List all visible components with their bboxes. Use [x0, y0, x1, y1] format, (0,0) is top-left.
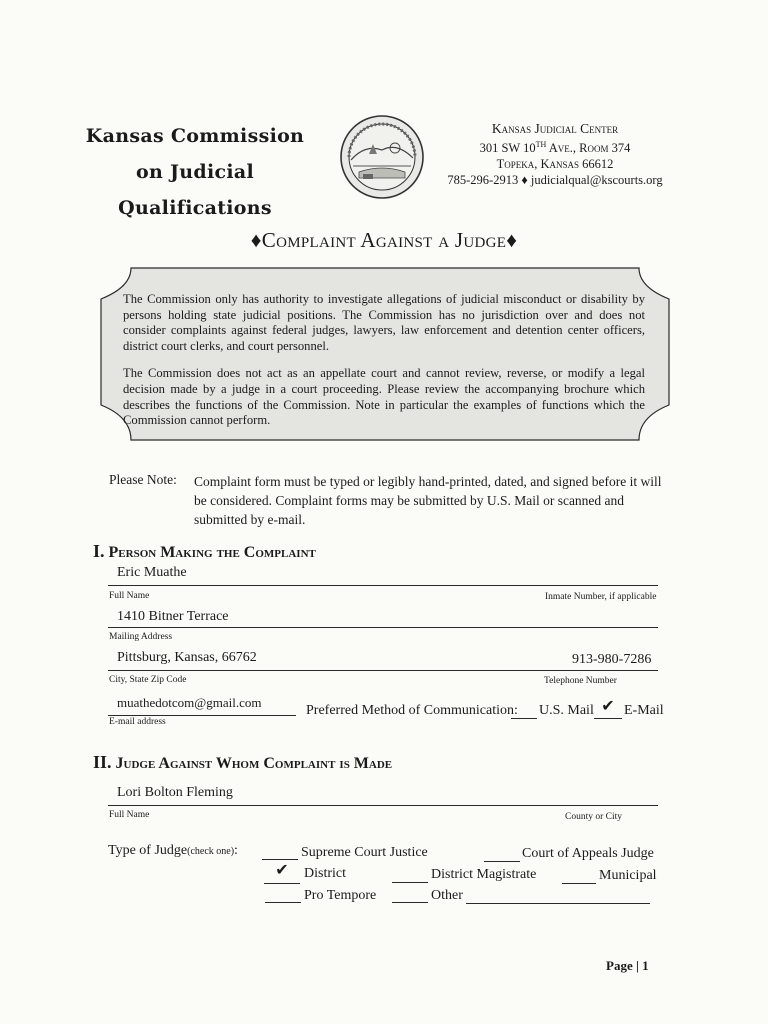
email-checkbox[interactable] [594, 700, 622, 719]
page-number: Page | 1 [606, 958, 649, 973]
court-of-appeals-label: Court of Appeals Judge [522, 846, 654, 861]
type-label-text: Type of Judge [108, 843, 188, 858]
supreme-court-checkbox[interactable] [262, 843, 298, 860]
full-name-rule [108, 585, 658, 586]
complainant-full-name[interactable]: Eric Muathe [117, 565, 187, 580]
district-magistrate-label: District Magistrate [431, 867, 537, 882]
street-post: Ave., Room 374 [546, 141, 631, 156]
center-email[interactable]: judicialqual@kscourts.org [530, 173, 663, 188]
please-note-label: Please Note: [109, 472, 177, 487]
district-label: District [304, 866, 346, 881]
center-phone: 785-296-2913 [447, 173, 519, 188]
pro-tempore-label: Pro Tempore [304, 888, 377, 903]
municipal-label: Municipal [599, 868, 657, 883]
supreme-court-label: Supreme Court Justice [301, 845, 428, 860]
center-street [438, 137, 672, 156]
district-magistrate-checkbox[interactable] [392, 866, 428, 883]
mailing-address-label: Mailing Address [109, 632, 173, 642]
municipal-checkbox[interactable] [562, 867, 596, 884]
please-note-text: Complaint form must be typed or legibly hand-printed, dated, and signed before it will be considered. Complaint forms may be submitted by U.S. Mail or scanned and submitted by e-mail. [194, 474, 662, 527]
other-label: Other [431, 888, 463, 903]
document-title: ♦Complaint Against a Judge♦ [250, 228, 518, 252]
court-of-appeals-checkbox[interactable] [484, 845, 520, 862]
notice-paragraph-1: The Commission only has authority to investigate allegations of judicial misconduct or disability by persons holding state judicial positions. The Commission has no jurisdiction over and does not consider complaints against federal judges, lawyers, law enforcement and detention center officers, district court clerks, and court personnel. [123, 292, 645, 353]
center-name: Kansas Judicial Center [491, 121, 619, 136]
section-2-heading [93, 752, 392, 773]
district-check-mark-icon: ✔ [275, 862, 289, 879]
type-colon: : [234, 843, 238, 858]
district-checkbox[interactable] [264, 864, 300, 884]
judicial-center-contact [438, 121, 672, 188]
complainant-city-state-zip[interactable]: Pittsburg, Kansas, 66762 [117, 650, 257, 665]
preferred-method-label: Preferred Method of Communication: [306, 703, 518, 718]
judge-name-rule [108, 805, 658, 806]
judge-full-name[interactable]: Lori Bolton Fleming [117, 785, 233, 800]
notice-text [123, 292, 645, 441]
section-1-number: I. [93, 541, 105, 561]
city-phone-rule [108, 670, 658, 671]
type-of-judge-label [108, 843, 238, 859]
other-specify-field[interactable] [466, 887, 650, 904]
pro-tempore-checkbox[interactable] [265, 886, 301, 903]
street-pre: 301 SW 10 [479, 141, 536, 156]
commission-name-line2: on Judicial Qualifications [118, 161, 272, 219]
notice-paragraph-2: The Commission does not act as an appellate court and cannot review, reverse, or modify a legal decision made by a judge in a court proceeding. Please review the accompanying brochure which describes the functions of the Commission. Note in particular the examples of functions which the Commission cannot perform. [123, 366, 645, 428]
mailing-rule [108, 627, 658, 628]
center-phone-email [438, 172, 672, 188]
section-1-title: Person Making the Complaint [108, 544, 316, 561]
usmail-checkbox[interactable] [511, 702, 537, 719]
diamond-separator: ♦ [521, 173, 528, 188]
judge-name-label: Full Name [109, 810, 150, 820]
complainant-email[interactable]: muathedotcom@gmail.com [117, 695, 262, 710]
other-checkbox[interactable] [392, 886, 428, 903]
complainant-mailing-address[interactable]: 1410 Bitner Terrace [117, 609, 229, 624]
section-1-heading [93, 541, 316, 562]
commission-name-line1: Kansas Commission [85, 125, 305, 147]
section-2-number: II. [93, 752, 112, 772]
email-check-mark-icon: ✔ [601, 698, 615, 715]
full-name-label: Full Name [109, 591, 150, 601]
section-2-title: Judge Against Whom Complaint is Made [115, 755, 393, 772]
email-rule [108, 715, 296, 716]
street-sup: TH [535, 140, 547, 149]
county-city-label: County or City [565, 812, 623, 822]
city-state-zip-label: City, State Zip Code [109, 675, 187, 685]
kansas-state-seal-icon [339, 114, 425, 200]
email-label: E-mail address [109, 717, 166, 727]
email-option-label: E-Mail [624, 703, 664, 718]
center-city: Topeka, Kansas 66612 [496, 157, 614, 172]
commission-name [60, 118, 330, 226]
inmate-number-label: Inmate Number, if applicable [545, 592, 657, 602]
complainant-telephone[interactable]: 913-980-7286 [572, 652, 652, 667]
usmail-option-label: U.S. Mail [539, 703, 594, 718]
type-hint-text: (check one) [187, 846, 235, 857]
telephone-label: Telephone Number [544, 676, 617, 686]
